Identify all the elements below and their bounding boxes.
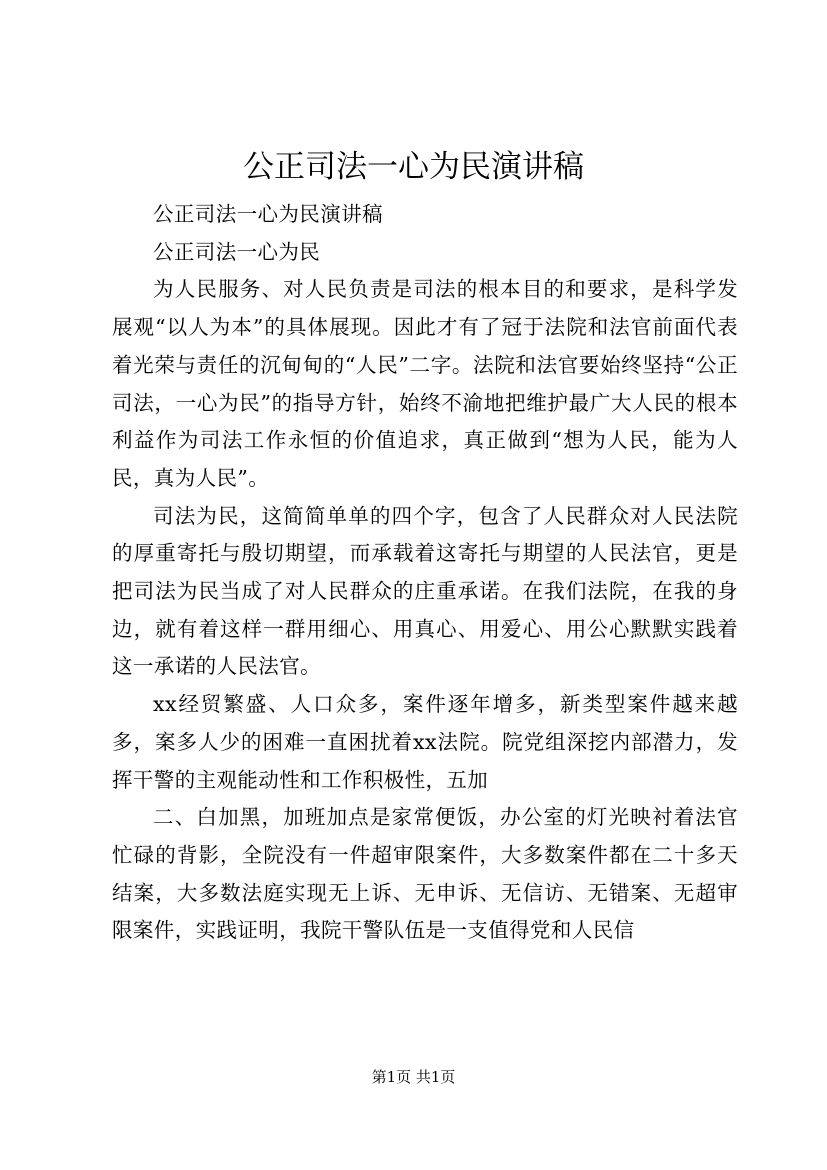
paragraph: 二、白加黑，加班加点是家常便饭，办公室的灯光映衬着法官忙碌的背影，全院没有一件超审限案件，大多数案件都在二十多天结案，大多数法庭实现无上诉、无申诉、无信访、无错案、无超审限案件，实践证明，我院干警队伍是一支值得党和人民信 bbox=[112, 805, 738, 943]
document-title: 公正司法一心为民演讲稿 bbox=[243, 149, 584, 185]
paragraph-heading: 公正司法一心为民 bbox=[153, 239, 321, 264]
paragraph: xx经贸繁盛、人口众多，案件逐年增多，新类型案件越来越多，案多人少的困难一直困扰着xx法院。院党组深挖内部潜力，发挥干警的主观能动性和工作积极性，五加 bbox=[112, 692, 738, 792]
paragraph: 为人民服务、对人民负责是司法的根本目的和要求，是科学发展观“以人为本”的具体展现。因此才有了冠于法院和法官前面代表着光荣与责任的沉甸甸的“人民”二字。法院和法官要始终坚持“公正司法，一心为民”的指导方针，始终不渝地把维护最广大人民的根本利益作为司法工作永恒的价值追求，真正做到“想为人民，能为人民，真为人民”。 bbox=[112, 277, 738, 490]
paragraph-subtitle: 公正司法一心为民演讲稿 bbox=[153, 202, 383, 226]
paragraph: 司法为民，这简简单单的四个字，包含了人民群众对人民法院的厚重寄托与殷切期望，而承载着这寄托与期望的人民法官，更是把司法为民当成了对人民群众的庄重承诺。在我们法院，在我的身边，就有着这样一群用细心、用真心、用爱心、用公心默默实践着这一承诺的人民法官。 bbox=[112, 503, 738, 679]
page-number-footer: 第1页 共1页 bbox=[371, 1068, 456, 1086]
document-body bbox=[112, 196, 738, 950]
